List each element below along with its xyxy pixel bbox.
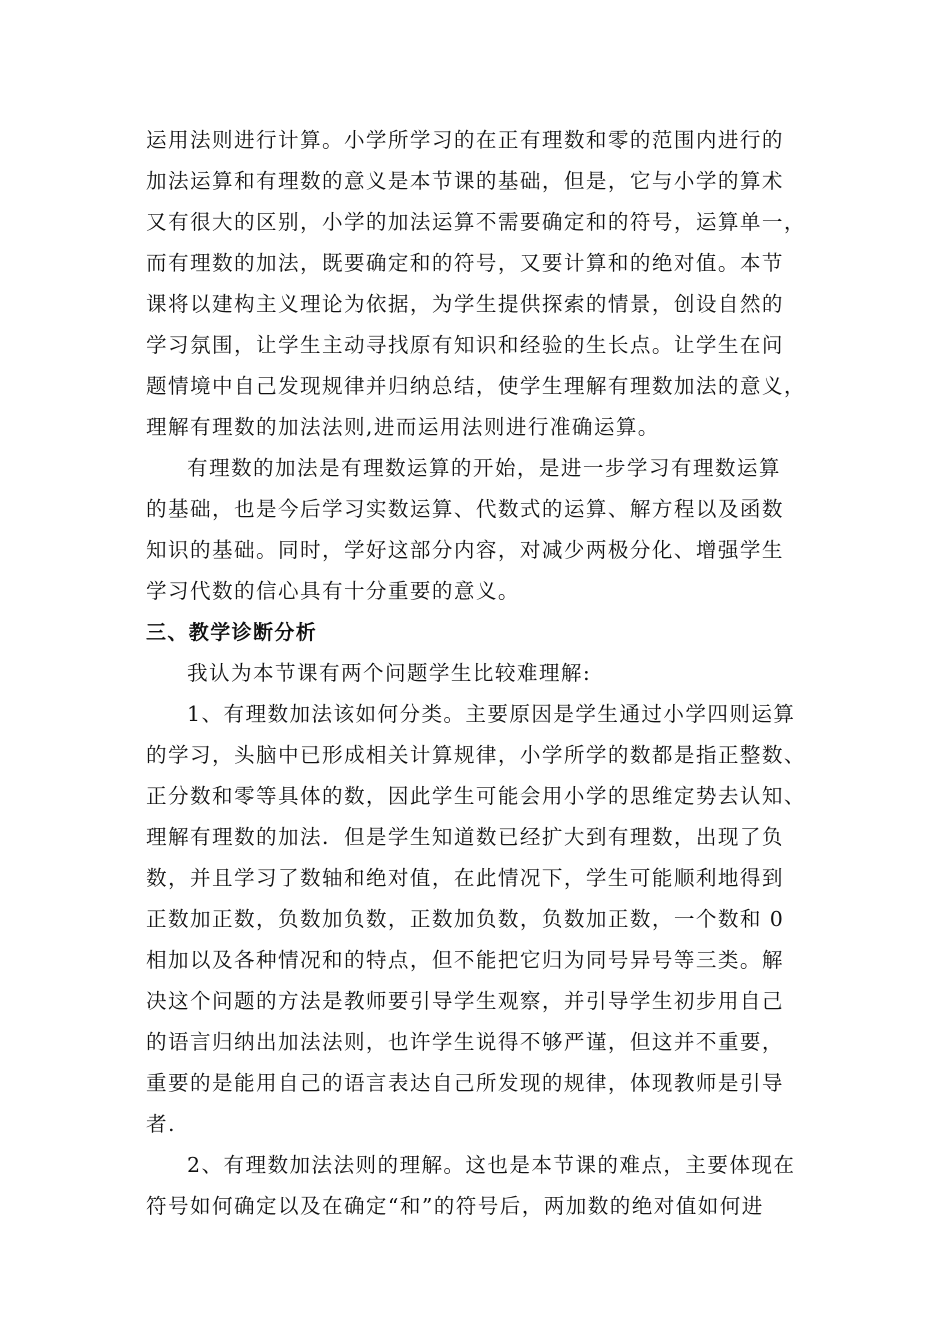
paragraph-line: 运用法则进行计算。小学所学习的在正有理数和零的范围内进行的 (146, 128, 784, 152)
paragraph-line: 我认为本节课有两个问题学生比较难理解: (187, 661, 592, 685)
paragraph-line: 者. (146, 1112, 176, 1136)
paragraph-line: 正数加正数，负数加负数，正数加负数，负数加正数，一个数和 0 (146, 907, 785, 931)
paragraph-line: 正分数和零等具体的数，因此学生可能会用小学的思维定势去认知、 (146, 784, 806, 808)
paragraph-line: 的基础，也是今后学习实数运算、代数式的运算、解方程以及函数 (146, 497, 784, 521)
paragraph-line: 题情境中自己发现规律并归纳总结，使学生理解有理数加法的意义， (146, 374, 806, 398)
paragraph-line: 理解有理数的加法．但是学生知道数已经扩大到有理数，出现了负 (146, 825, 784, 849)
paragraph-line: 学习氛围，让学生主动寻找原有知识和经验的生长点。让学生在问 (146, 333, 784, 357)
paragraph-line: 学习代数的信心具有十分重要的意义。 (146, 579, 520, 603)
paragraph-line: 课将以建构主义理论为依据，为学生提供探索的情景，创设自然的 (146, 292, 784, 316)
paragraph-line: 决这个问题的方法是教师要引导学生观察，并引导学生初步用自己 (146, 989, 784, 1013)
paragraph-line: 2、有理数加法法则的理解。这也是本节课的难点，主要体现在 (187, 1153, 796, 1177)
paragraph-line: 加法运算和有理数的意义是本节课的基础，但是，它与小学的算术 (146, 169, 784, 193)
section-heading: 三、教学诊断分析 (146, 620, 318, 644)
paragraph-line: 1、有理数加法该如何分类。主要原因是学生通过小学四则运算 (187, 702, 796, 726)
paragraph-line: 数，并且学习了数轴和绝对值，在此情况下，学生可能顺利地得到 (146, 866, 784, 890)
paragraph-line: 有理数的加法是有理数运算的开始，是进一步学习有理数运算 (187, 456, 781, 480)
paragraph-line: 符号如何确定以及在确定“和”的符号后，两加数的绝对值如何进 (146, 1194, 764, 1218)
paragraph-line: 而有理数的加法，既要确定和的符号，又要计算和的绝对值。本节 (146, 251, 784, 275)
paragraph-line: 的学习，头脑中已形成相关计算规律，小学所学的数都是指正整数、 (146, 743, 806, 767)
paragraph-line: 理解有理数的加法法则,进而运用法则进行准确运算。 (146, 415, 660, 439)
paragraph-line: 又有很大的区别，小学的加法运算不需要确定和的符号，运算单一， (146, 210, 806, 234)
paragraph-line: 的语言归纳出加法法则，也许学生说得不够严谨，但这并不重要， (146, 1030, 784, 1054)
paragraph-line: 相加以及各种情况和的特点，但不能把它归为同号异号等三类。解 (146, 948, 784, 972)
paragraph-line: 重要的是能用自己的语言表达自己所发现的规律，体现教师是引导 (146, 1071, 784, 1095)
paragraph-line: 知识的基础。同时，学好这部分内容，对减少两极分化、增强学生 (146, 538, 784, 562)
